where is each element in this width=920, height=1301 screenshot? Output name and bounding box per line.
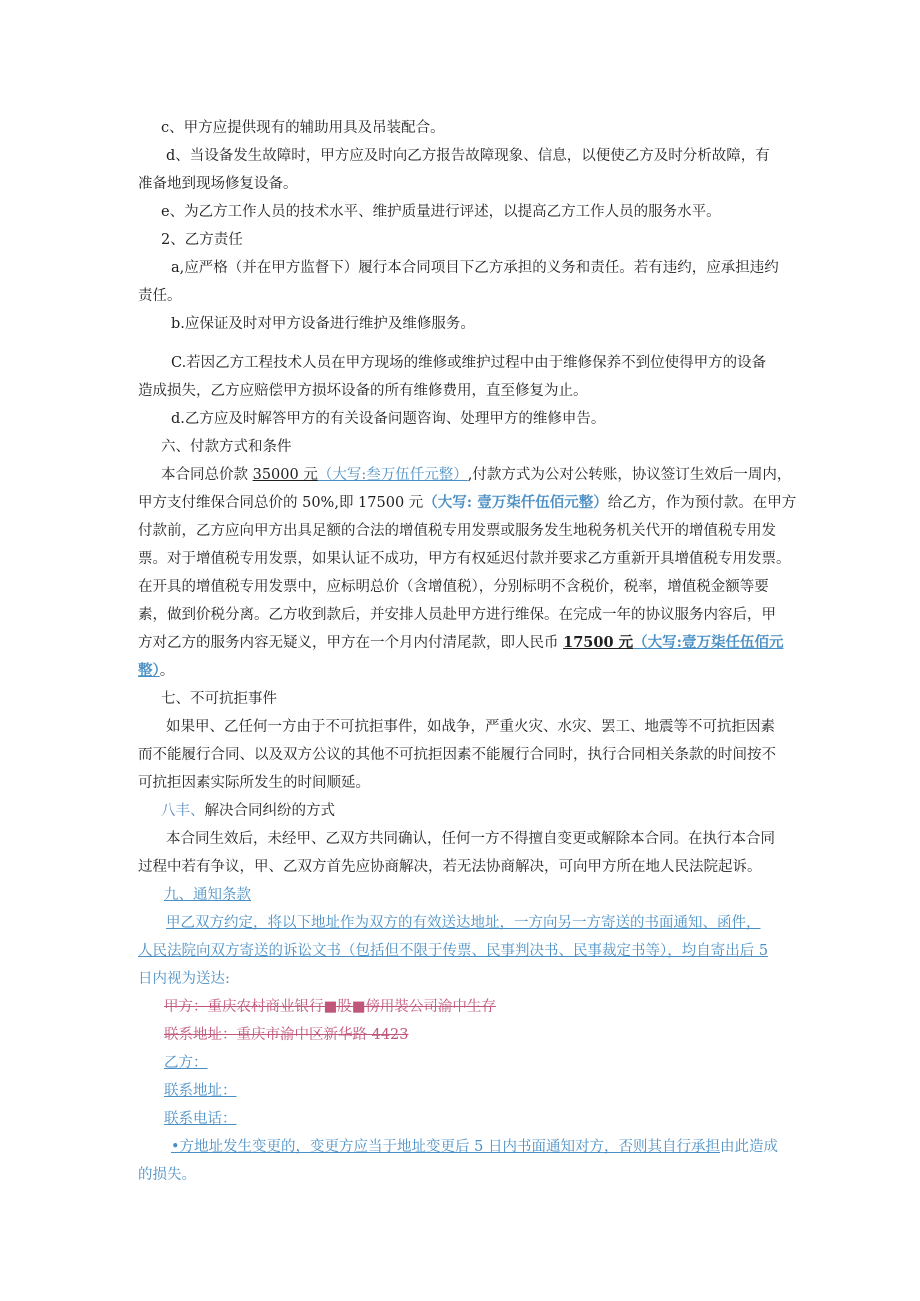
address-change-text: •方地址发生变更的，变更方应当于地址变更后 5 日内书面通知对方，否则其自行承担 <box>171 1139 720 1155</box>
payment-line7 <box>138 633 783 653</box>
payment-line8 <box>138 661 174 681</box>
payment-text: 方对乙方的服务内容无疑义，甲方在一个月内付清尾款，即人民币 <box>138 635 564 651</box>
payment-line3: 付款前，乙方应向甲方出具足额的合法的增值税专用发票或服务发生地税务机关代开的增值税专用发 <box>138 523 776 539</box>
clause-a-line1: a,应严格（并在甲方监督下）履行本合同项目下乙方承担的义务和责任。若有违约，应承担违约 <box>171 260 779 276</box>
payment-text: ,付款方式为公对公转账，协议签订生效后一周内， <box>467 467 792 483</box>
section-heading-2: 2、乙方责任 <box>161 232 243 248</box>
total-price-uppercase: （大写:叁万伍仟元整） <box>317 467 468 483</box>
party-b-address-label: 联系地址： <box>164 1083 237 1099</box>
force-majeure-line1: 如果甲、乙任何一方由于不可抗拒事件，如战争，严重火灾、水灾、罢工、地震等不可抗拒因素 <box>166 719 775 735</box>
heading-eight <box>161 801 335 821</box>
clause-C-line1: C.若因乙方工程技术人员在甲方现场的维修或维护过程中由于维修保养不到位使得甲方的设备 <box>171 355 767 371</box>
heading-eight-number: 八丰、 <box>161 803 205 819</box>
clause-d-line1: d、当设备发生故障时，甲方应及时向乙方报告故障现象、信息，以便使乙方及时分析故障，有 <box>166 148 770 164</box>
clause-dd: d.乙方应及时解答甲方的有关设备问题咨询、处理甲方的维修申告。 <box>171 411 606 427</box>
payment-text: 给乙方，作为预付款。在甲方 <box>607 495 797 511</box>
payment-line4: 票。对于增值税专用发票，如果认证不成功，甲方有权延迟付款并要求乙方重新开具增值税专用发票。 <box>138 551 791 567</box>
notice-line3: 日内视为送达: <box>138 971 230 987</box>
party-b-phone-label: 联系电话： <box>164 1111 237 1127</box>
final-payment-uppercase: （大写:壹万柒任伍佰元 <box>633 634 784 651</box>
clause-a-line2: 责任。 <box>138 288 182 304</box>
clause-d-line2: 准备地到现场修复设备。 <box>138 176 298 192</box>
payment-text: 。 <box>159 663 175 679</box>
address-change-line2: 的损失。 <box>138 1167 196 1183</box>
address-change-line1 <box>171 1137 778 1157</box>
payment-line1 <box>161 465 791 485</box>
notice-line2: 人民法院向双方寄送的诉讼文书（包括但不限于传票、民事判决书、民事裁定书等），均自寄出后 5 <box>138 943 769 959</box>
payment-line2 <box>138 493 796 513</box>
dispute-line2: 过程中若有争议，甲、乙双方首先应协商解决，若无法协商解决，可向甲方所在地人民法院起诉。 <box>138 859 762 875</box>
dispute-line1: 本合同生效后，未经甲、乙双方共同确认，任何一方不得擅自变更或解除本合同。在执行本合同 <box>166 831 775 847</box>
force-majeure-line2: 而不能履行合同、以及双方公议的其他不可抗拒因素不能履行合同时，执行合同相关条款的时间按不 <box>138 747 776 763</box>
party-b-label: 乙方： <box>164 1055 208 1071</box>
address-change-text-end: 由此造成 <box>720 1139 778 1155</box>
clause-C-line2: 造成损失，乙方应赔偿甲方损坏设备的所有维修费用，直至修复为止。 <box>138 383 588 399</box>
clause-b: b.应保证及时对甲方设备进行维护及维修服务。 <box>171 316 475 332</box>
total-price: 35000 元 <box>252 467 318 483</box>
force-majeure-line3: 可抗拒因素实际所发生的时间顺延。 <box>138 775 370 791</box>
final-payment-uppercase-end: 整） <box>138 662 160 679</box>
notice-line1: 甲乙双方约定，将以下地址作为双方的有效送达地址，一方向另一方寄送的书面通知、函件， <box>166 915 761 931</box>
heading-six: 六、付款方式和条件 <box>161 439 292 455</box>
payment-text: 甲方支付维保合同总价的 50%,即 17500 元 <box>138 495 424 511</box>
prepayment-uppercase: （大写: 壹万柒仟伍佰元整） <box>423 494 608 511</box>
heading-nine: 九、通知条款 <box>164 887 251 903</box>
clause-e: e、为乙方工作人员的技术水平、维护质量进行评述，以提高乙方工作人员的服务水平。 <box>161 204 721 220</box>
payment-text: 本合同总价款 <box>161 467 253 483</box>
payment-line6: 素，做到价税分离。乙方收到款后，并安排人员赴甲方进行维保。在完成一年的协议服务内容后，甲 <box>138 607 776 623</box>
payment-line5: 在开具的增值税专用发票中，应标明总价（含增值税），分别标明不含税价，税率，增值税金额等要 <box>138 579 769 595</box>
heading-seven: 七、不可抗拒事件 <box>161 691 277 707</box>
final-payment: 17500 元 <box>563 634 634 651</box>
heading-eight-title: 解决合同纠纷的方式 <box>204 803 335 819</box>
party-a-address: 联系地址：重庆市渝中区新华路 4423 <box>164 1027 409 1043</box>
clause-c: c、甲方应提供现有的辅助用具及吊装配合。 <box>161 120 445 136</box>
party-a-info: 甲方：重庆农村商业银行■股■傍用裝公司渝中生存 <box>164 999 496 1015</box>
